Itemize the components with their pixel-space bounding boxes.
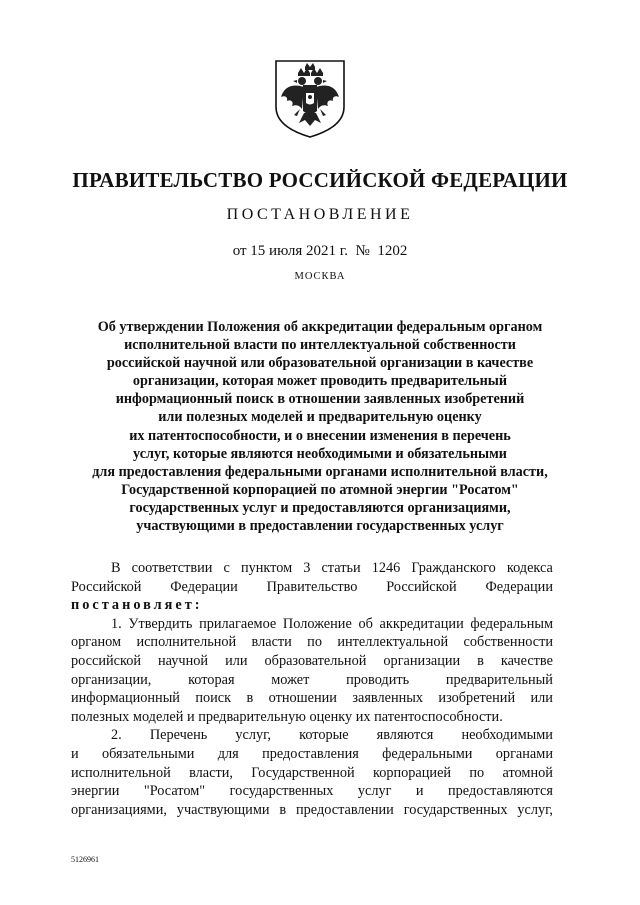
date-number-line	[0, 243, 640, 260]
body-line: организациями, участвующими в предоставлении государственных услуг,	[71, 801, 553, 818]
heading-line: участвующими в предоставлении государственных услуг	[136, 518, 504, 535]
heading-line: Государственной корпорацией по атомной энергии "Росатом"	[121, 481, 519, 498]
heading-line: для предоставления федеральными органами исполнительной власти,	[92, 463, 548, 480]
body-line: энергии "Росатом" государственных услуг и предоставляются	[71, 783, 553, 800]
government-title: ПРАВИТЕЛЬСТВО РОССИЙСКОЙ ФЕДЕРАЦИИ	[72, 168, 568, 192]
heading-line: Об утверждении Положения об аккредитации федеральным органом	[97, 319, 543, 335]
document-number: 1202	[377, 243, 408, 259]
body-line: полезных моделей и предварительную оценку их патентоспособности.	[71, 708, 503, 725]
heading-line: государственных услуг и предоставляются организациями,	[129, 499, 511, 516]
heading-line: исполнительной власти по интеллектуальной собственности	[124, 337, 516, 354]
heading-line: услуг, которые являются необходимыми и обязательными	[133, 445, 507, 462]
number-sign: №	[355, 243, 370, 259]
document-type: ПОСТАНОВЛЕНИЕ	[226, 206, 414, 223]
document-code: 5126961	[71, 855, 99, 864]
document-body	[71, 559, 553, 819]
body-line: 1. Утвердить прилагаемое Положение об аккредитации федеральным	[111, 615, 553, 632]
body-line: и обязательными для предоставления федеральными органами	[71, 745, 553, 762]
document-heading	[60, 318, 580, 535]
body-line: организации, которая может проводить предварительный	[71, 671, 553, 688]
russian-coat-of-arms-icon	[272, 57, 348, 139]
body-line: российской научной или образовательной организации в качестве	[71, 652, 553, 669]
heading-line: информационный поиск в отношении заявленных изобретений	[115, 391, 525, 408]
heading-line: или полезных моделей и предварительную оценку	[158, 409, 482, 426]
decides-word: постановляет:	[71, 597, 203, 614]
heading-line: организации, которая может проводить предварительный	[132, 373, 508, 390]
body-line: исполнительной власти, Государственной корпорацией по атомной	[71, 764, 553, 781]
heading-line: российской научной или образовательной организации в качестве	[106, 355, 534, 372]
body-line: органом исполнительной власти по интеллектуальной собственности	[71, 634, 553, 651]
body-line: информационный поиск в отношении заявленных изобретений или	[71, 690, 553, 707]
heading-line: их патентоспособности, и о внесении изменения в перечень	[129, 427, 511, 444]
body-line: 2. Перечень услуг, которые являются необходимыми	[111, 727, 553, 744]
body-line: Российской Федерации Правительство Российской Федерации	[71, 578, 553, 595]
body-line: В соответствии с пунктом 3 статьи 1246 Гражданского кодекса	[111, 560, 553, 576]
document-date: от 15 июля 2021 г.	[232, 243, 348, 259]
city-name: МОСКВА	[294, 271, 346, 282]
